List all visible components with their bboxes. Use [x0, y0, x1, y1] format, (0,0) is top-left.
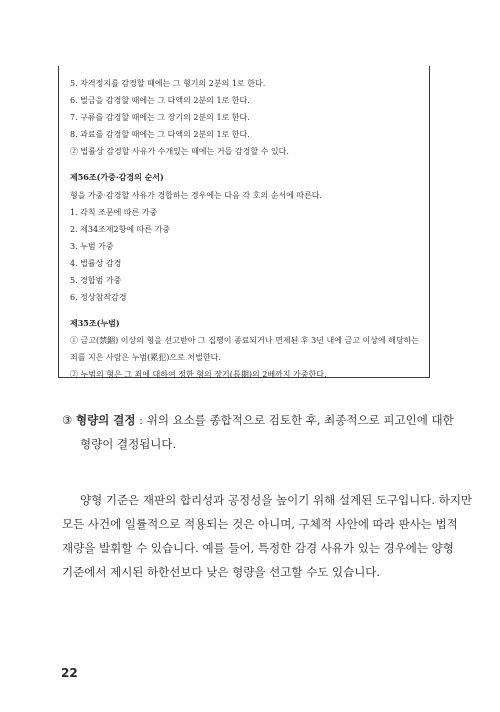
statute-box	[58, 66, 430, 378]
article-35-title: 제35조(누범)	[70, 318, 120, 328]
page-number: 22	[61, 666, 78, 680]
section-3-marker: ③	[62, 413, 73, 427]
article-56-item: 3. 누범 가중	[70, 242, 114, 251]
paragraph-line: 모든 사건에 일률적으로 적용되는 것은 아니며, 구체적 사안에 따라 판사는 법적	[62, 517, 458, 531]
article-56-item: 4. 법률상 감경	[70, 259, 122, 268]
statute-line: ② 법률상 감경할 사유가 수개있는 때에는 거듭 감경할 수 있다.	[70, 147, 289, 156]
article-56-title: 제56조(가중·감경의 순서)	[70, 172, 164, 182]
article-56-item: 2. 제34조제2항에 따른 가중	[70, 225, 171, 234]
article-56-item: 6. 정상참작감경	[70, 293, 127, 302]
statute-line: 6. 벌금을 감경할 때에는 그 다액의 2분의 1로 한다.	[70, 96, 250, 105]
paragraph-line: 재량을 발휘할 수 있습니다. 예를 들어, 특정한 감경 사유가 있는 경우에는 양형	[62, 541, 454, 555]
article-35-line: 죄를 지은 사람은 누범(累犯)으로 처벌한다.	[70, 353, 221, 362]
article-56-item: 1. 각칙 조문에 따른 가중	[70, 208, 158, 217]
section-3-line-2: 형량이 결정됩니다.	[80, 437, 177, 451]
statute-line: 7. 구류를 감경할 때에는 그 장기의 2분의 1로 한다.	[70, 113, 250, 122]
paragraph-line: 기준에서 제시된 하한선보다 낮은 형량을 선고할 수도 있습니다.	[62, 565, 381, 579]
statute-line: 8. 과료를 감경할 때에는 그 다액의 2분의 1로 한다.	[70, 130, 250, 139]
article-56-intro: 형을 가중·감경할 사유가 경합하는 경우에는 다음 각 호의 순서에 따른다.	[70, 191, 323, 200]
section-3-text: : 위의 요소를 종합적으로 검토한 후, 최종적으로 피고인에 대한	[135, 413, 454, 427]
paragraph-line: 양형 기준은 재판의 합리성과 공정성을 높이기 위해 설계된 도구입니다. 하지만	[80, 493, 473, 507]
article-35-line: ① 금고(禁錮) 이상의 형을 선고받아 그 집행이 종료되거나 면제된 후 3년 내에 금고 이상에 해당하는	[70, 336, 420, 345]
section-3-line-1	[62, 412, 454, 428]
statute-line: 5. 자격정지를 감경할 때에는 그 형기의 2분의 1로 한다.	[70, 79, 266, 88]
article-35-line: ② 누범의 형은 그 죄에 대하여 정한 형의 장기(長期)의 2배까지 가중한다.	[70, 370, 327, 379]
section-3-term: 형량의 결정	[75, 413, 136, 427]
article-56-item: 5. 경합범 가중	[70, 276, 122, 285]
